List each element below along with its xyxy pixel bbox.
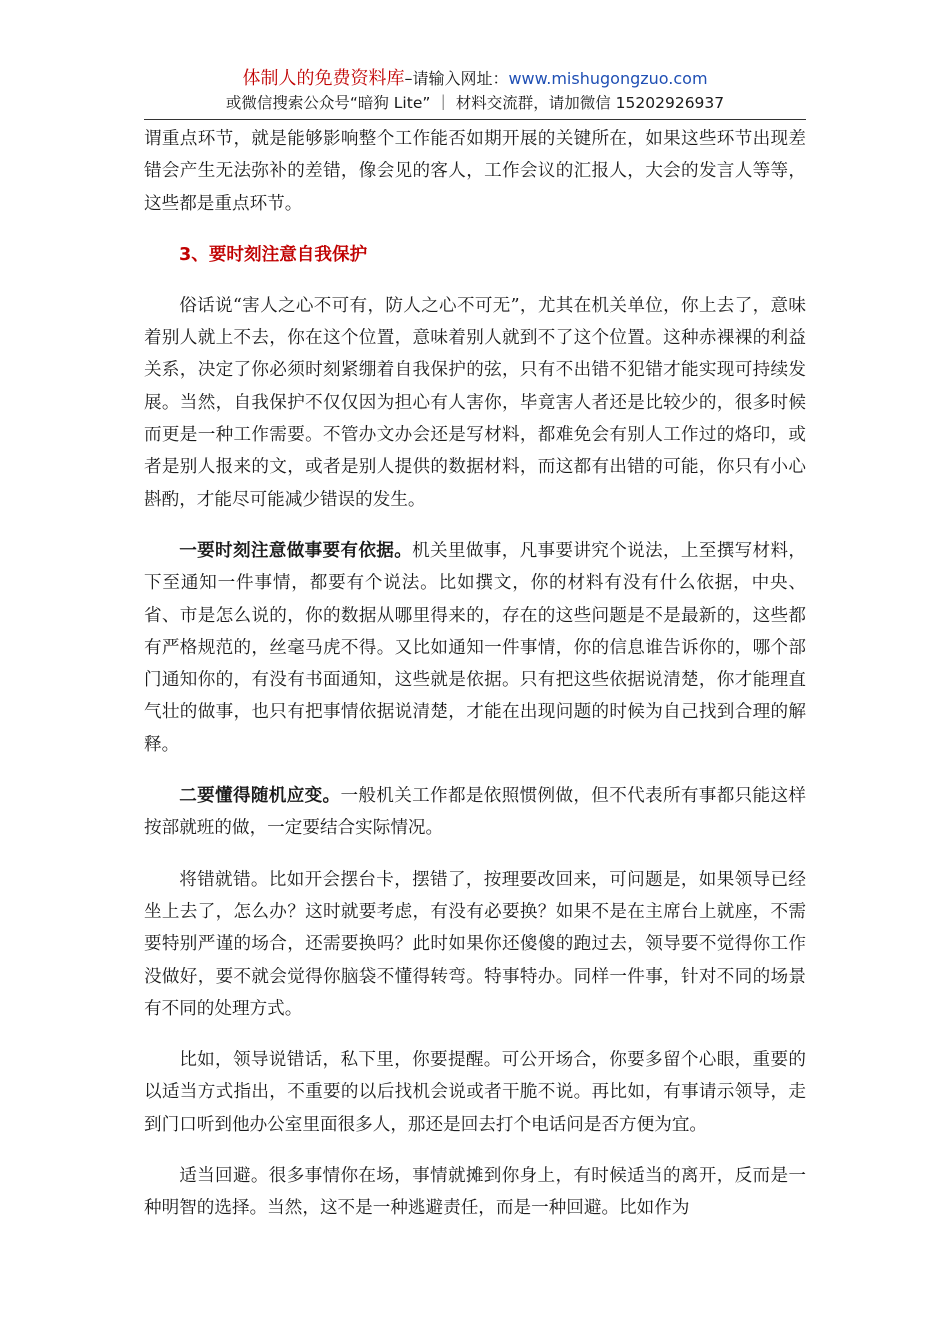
paragraph-basis	[144, 535, 806, 761]
header-line-1	[144, 66, 806, 91]
paragraph-lead-basis: 一要时刻注意做事要有依据。	[179, 540, 413, 561]
header-divider	[144, 119, 806, 120]
paragraph-body-adapt: 一般机关工作都是依照惯例做，但不代表所有事都只能这样按部就班的做，一定要结合实际情况。	[144, 786, 806, 839]
paragraph-lead-adapt: 二要懂得随机应变。	[179, 786, 341, 807]
paragraph-continuation: 谓重点环节，就是能够影响整个工作能否如期开展的关键所在，如果这些环节出现差错会产生无法弥补的差错，像会见的客人，工作会议的汇报人，大会的发言人等等，这些都是重点环节。	[144, 129, 806, 214]
site-url-link[interactable]: www.mishugongzuo.com	[508, 69, 708, 88]
paragraph-mistake: 将错就错。比如开会摆台卡，摆错了，按理要改回来，可问题是，如果领导已经坐上去了，怎么办？这时就要考虑，有没有必要换？如果不是在主席台上就座，不需要特别严谨的场合，还需要换吗？此时如果你还傻傻的跑过去，领导要不觉得你工作没做好，要不就会觉得你脑袋不懂得转弯。特事特办。同样一件事，针对不同的场景有不同的处理方式。	[144, 869, 806, 1019]
document-body	[144, 123, 806, 1225]
header-line-2: 或微信搜索公众号“暗狗 Lite” ｜ 材料交流群，请加微信 15202926937	[225, 94, 725, 112]
paragraph-adapt	[144, 780, 806, 845]
brand-title: 体制人的免费资料库	[242, 68, 405, 89]
section-heading: 3、要时刻注意自我保护	[179, 244, 368, 265]
paragraph-body-basis: 机关里做事，凡事要讲究个说法，上至撰写材料，下至通知一件事情，都要有个说法。比如撰文，你的材料有没有什么依据，中央、省、市是怎么说的，你的数据从哪里得来的，存在的这些问题是不是最新的，这些都有严格规范的，丝毫马虎不得。又比如通知一件事情，你的信息谁告诉你的，哪个部门通知你的，有没有书面通知，这些就是依据。只有把这些依据说清楚，你才能理直气壮的做事，也只有把事情依据说清楚，才能在出现问题的时候为自己找到合理的解释。	[144, 540, 806, 755]
url-prompt: –请输入网址：	[404, 69, 509, 88]
paragraph-avoidance: 适当回避。很多事情你在场，事情就摊到你身上，有时候适当的离开，反而是一种明智的选择。当然，这不是一种逃避责任，而是一种回避。比如作为	[144, 1166, 806, 1219]
paragraph-self-protection: 俗话说“害人之心不可有，防人之心不可无”，尤其在机关单位，你上去了，意味着别人就上不去，你在这个位置，意味着别人就到不了这个位置。这种赤裸裸的利益关系，决定了你必须时刻紧绷着自我保护的弦，只有不出错不犯错才能实现可持续发展。当然，自我保护不仅仅因为担心有人害你，毕竟害人者还是比较少的，很多时候而更是一种工作需要。不管办文办会还是写材料，都难免会有别人工作过的烙印，或者是别人报来的文，或者是别人提供的数据材料，而这都有出错的可能，你只有小心斟酌，才能尽可能减少错误的发生。	[144, 295, 806, 510]
page-header	[144, 66, 806, 116]
paragraph-example: 比如，领导说错话，私下里，你要提醒。可公开场合，你要多留个心眼，重要的以适当方式指出，不重要的以后找机会说或者干脆不说。再比如，有事请示领导，走到门口听到他办公室里面很多人，那还是回去打个电话问是否方便为宜。	[144, 1050, 806, 1135]
